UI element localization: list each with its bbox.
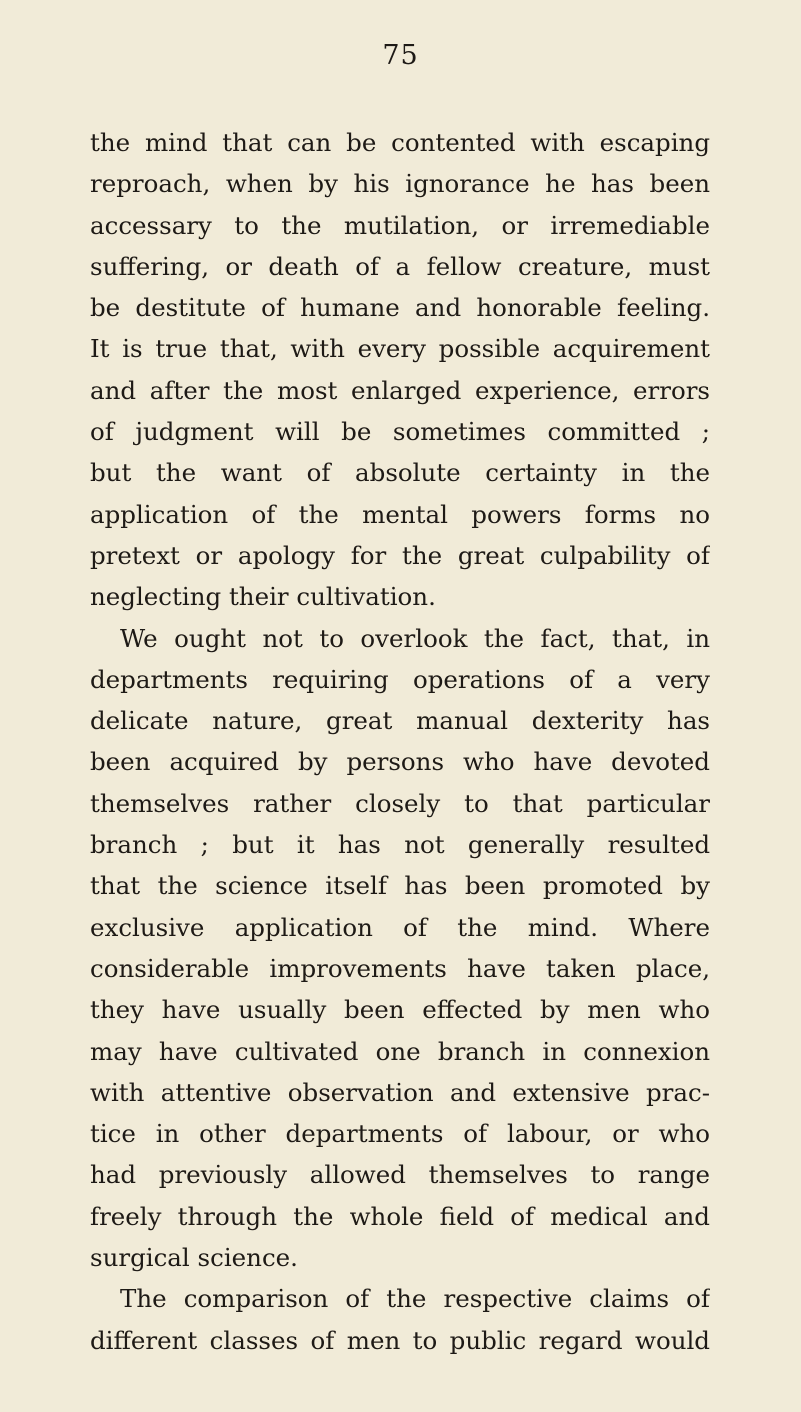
text-line: but the want of absolute certainty in the xyxy=(90,458,710,488)
text-line: themselves rather closely to that particular xyxy=(90,788,710,818)
body-text xyxy=(90,122,710,1361)
text-line: application of the mental powers forms no xyxy=(90,499,710,529)
text-line: different classes of men to public regard would xyxy=(90,1325,710,1355)
text-line: It is true that, with every possible acquirement xyxy=(90,334,710,364)
text-line: of judgment will be sometimes committed ; xyxy=(90,417,710,447)
text-line: delicate nature, great manual dexterity has xyxy=(90,706,710,736)
text-line: We ought not to overlook the fact, that, in xyxy=(120,623,710,653)
text-line: and after the most enlarged experience, errors xyxy=(90,375,710,405)
text-line: that the science itself has been promoted by xyxy=(90,871,710,901)
text-line: pretext or apology for the great culpability of xyxy=(90,540,710,570)
text-line: accessary to the mutilation, or irremediable xyxy=(90,210,710,240)
text-line: the mind that can be contented with escaping xyxy=(90,128,710,157)
text-line: exclusive application of the mind. Where xyxy=(90,912,710,942)
text-line: neglecting their cultivation. xyxy=(90,582,436,612)
text-line: departments requiring operations of a very xyxy=(90,664,710,694)
text-line: branch ; but it has not generally resulted xyxy=(90,830,710,860)
text-line: be destitute of humane and honorable feeling. xyxy=(90,293,710,323)
text-line: surgical science. xyxy=(90,1243,298,1273)
text-line: suffering, or death of a fellow creature, must xyxy=(90,251,710,281)
text-line: with attentive observation and extensive prac- xyxy=(90,1077,710,1107)
page-number: 75 xyxy=(382,40,419,71)
text-line: considerable improvements have taken place, xyxy=(90,953,710,983)
text-line: may have cultivated one branch in connexion xyxy=(90,1036,710,1066)
text-line: they have usually been effected by men who xyxy=(90,995,710,1025)
text-line: freely through the whole field of medical and xyxy=(90,1201,710,1231)
text-line: had previously allowed themselves to range xyxy=(90,1160,710,1190)
text-line: tice in other departments of labour, or who xyxy=(90,1119,710,1149)
text-line: been acquired by persons who have devoted xyxy=(90,747,710,777)
text-line: The comparison of the respective claims of xyxy=(120,1284,710,1314)
text-line: reproach, when by his ignorance he has been xyxy=(90,169,710,199)
